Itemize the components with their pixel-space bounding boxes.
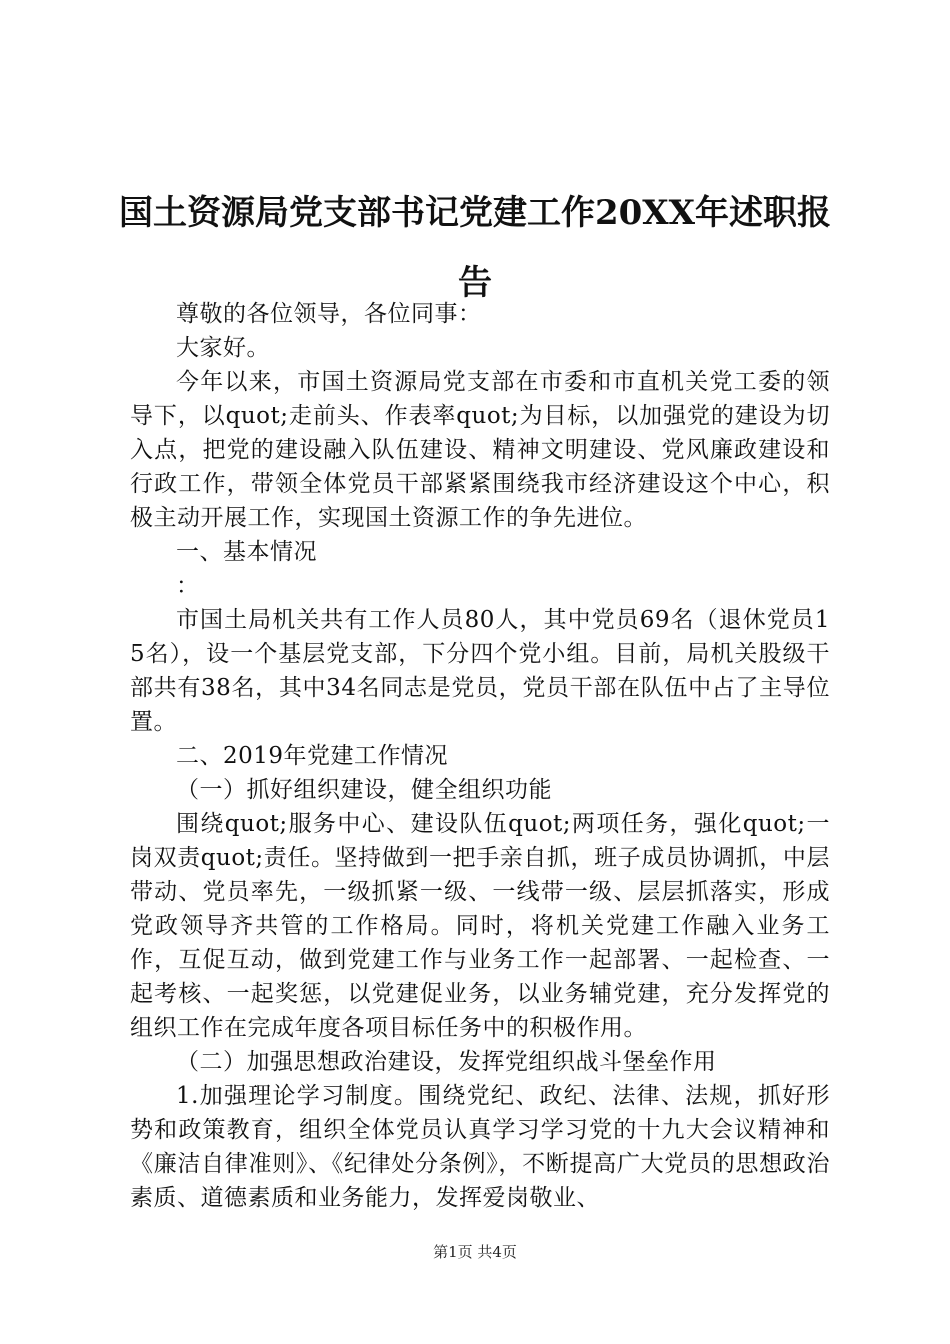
subsection-heading-2: （二）加强思想政治建设，发挥党组织战斗堡垒作用 [176,1049,717,1075]
section-heading-basic: 一、基本情况 [176,539,317,565]
paragraph-colon: ： [176,573,200,599]
paragraph-basic-info: 市国土局机关共有工作人员80人，其中党员69名（退休党员15名），设一个基层党支部，下分四个党小组。目前，局机关股级干部共有38名，其中34名同志是党员，党员干部在队伍中占了主导位置。 [130,607,830,735]
paragraph-greeting: 大家好。 [176,335,270,361]
document-body [130,297,830,1215]
paragraph-organization: 围绕quot;服务中心、建设队伍quot;两项任务，强化quot;一岗双责quot;责任。坚持做到一把手亲自抓，班子成员协调抓，中层带动、党员率先，一级抓紧一级、一线带一级、层层抓落实，形成党政领导齐共管的工作格局。同时，将机关党建工作融入业务工作，互促互动，做到党建工作与业务工作一起部署、一起检查、一起考核、一起奖惩，以党建促业务，以业务辅党建，充分发挥党的组织工作在完成年度各项目标任务中的积极作用。 [130,811,830,1041]
document-title: 国土资源局党支部书记党建工作20XX年述职报告 [118,193,832,303]
page-footer: 第1页 共4页 [433,1243,517,1261]
paragraph-salutation: 尊敬的各位领导，各位同事： [176,301,482,327]
section-heading-2019: 二、2019年党建工作情况 [176,743,449,769]
subsection-heading-1: （一）抓好组织建设，健全组织功能 [176,777,552,803]
paragraph-intro: 今年以来，市国土资源局党支部在市委和市直机关党工委的领导下，以quot;走前头、作表率quot;为目标，以加强党的建设为切入点，把党的建设融入队伍建设、精神文明建设、党风廉政建设和行政工作，带领全体党员干部紧紧围绕我市经济建设这个中心，积极主动开展工作，实现国土资源工作的争先进位。 [130,369,830,531]
paragraph-theory-study: 1.加强理论学习制度。围绕党纪、政纪、法律、法规，抓好形势和政策教育，组织全体党员认真学习学习党的十九大会议精神和《廉洁自律准则》、《纪律处分条例》，不断提高广大党员的思想政治素质、道德素质和业务能力，发挥爱岗敬业、 [130,1083,830,1211]
